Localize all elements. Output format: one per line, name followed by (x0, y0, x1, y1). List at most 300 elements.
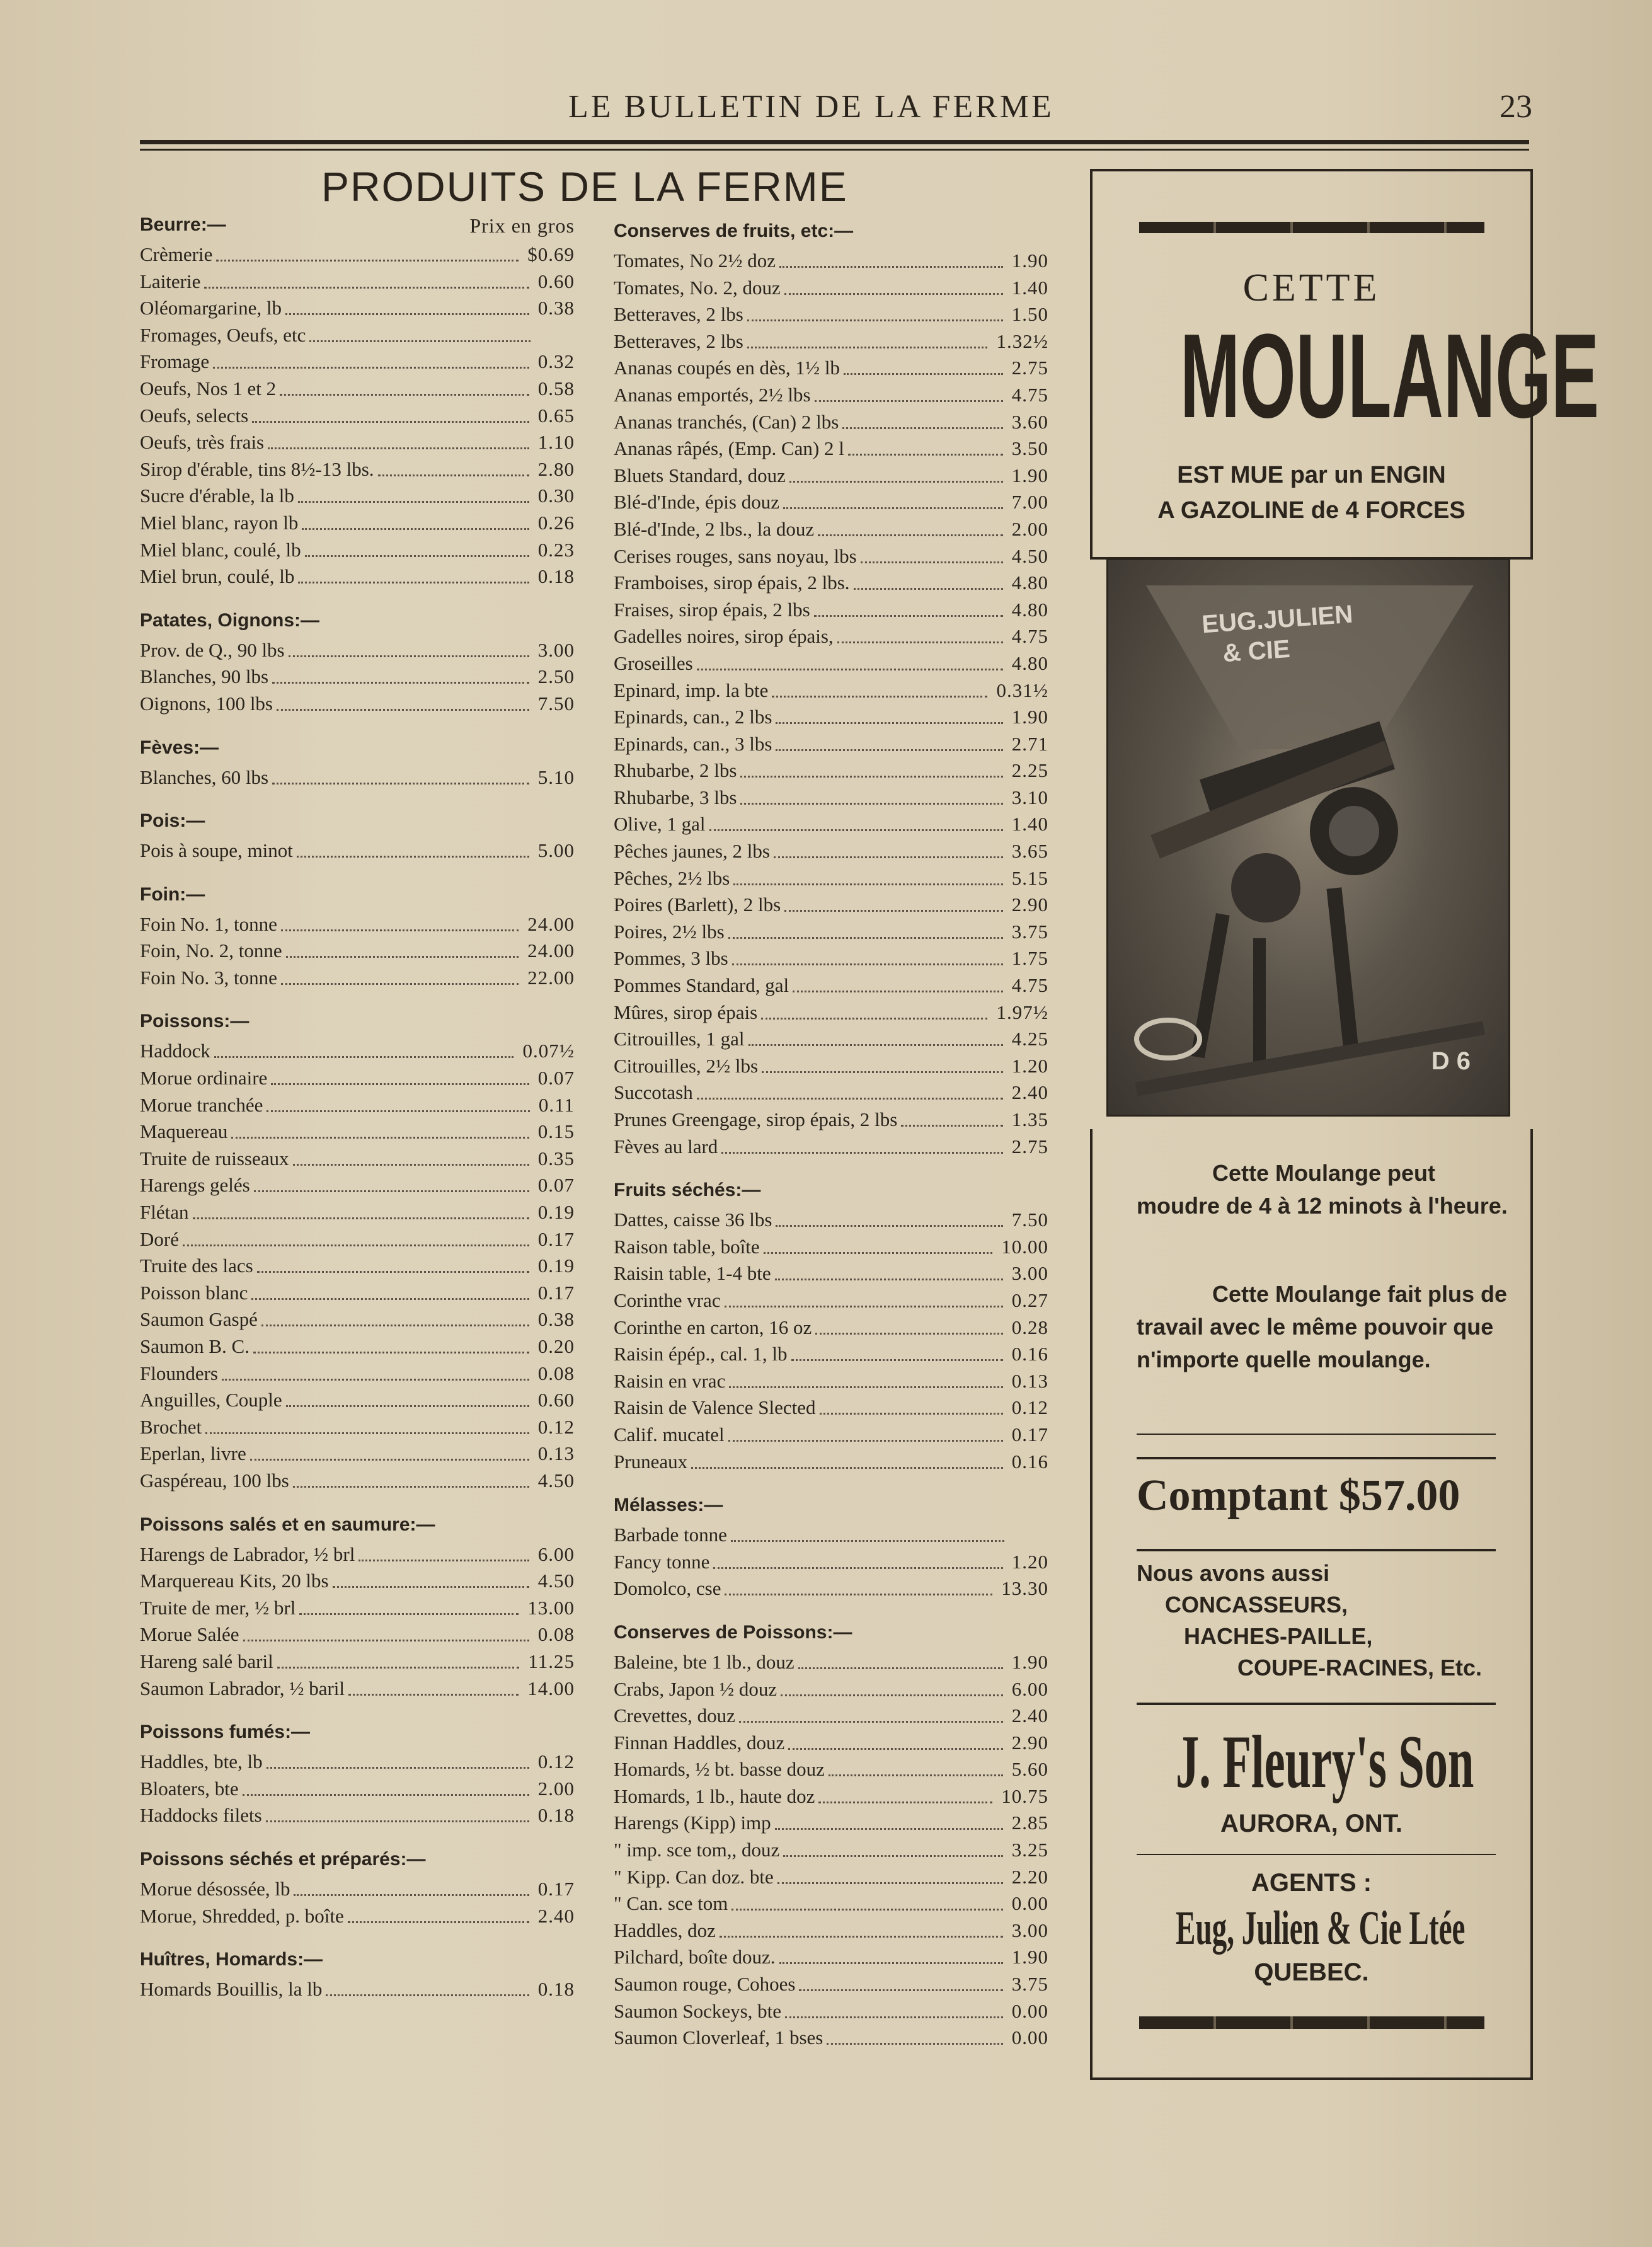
dot-leader (205, 1432, 529, 1434)
price-row (614, 1108, 1048, 1135)
ad-divider (1137, 1457, 1496, 1459)
dot-leader (268, 447, 529, 449)
price-row (140, 297, 575, 324)
dot-leader (784, 910, 1003, 912)
dot-leader (251, 1298, 529, 1300)
item-name: " Can. sce tom (614, 1892, 728, 1915)
dot-leader (280, 394, 529, 396)
item-price: 5.10 (537, 766, 575, 788)
item-price: 0.26 (537, 511, 575, 534)
item-price: 4.80 (1011, 572, 1048, 594)
dot-leader (691, 1467, 1003, 1469)
item-name: Rhubarbe, 2 lbs (614, 759, 737, 782)
item-name: Haddock (140, 1040, 210, 1062)
item-name: Homards Bouillis, la lb (140, 1978, 323, 2001)
price-row (614, 867, 1048, 894)
item-price: 0.17 (537, 1877, 575, 1900)
ad-paragraph-capacity: Cette Moulange peut moudre de 4 à 12 minots à l'heure. (1137, 1160, 1508, 1219)
item-price: 24.00 (527, 912, 575, 935)
price-row (140, 1120, 575, 1147)
item-price: 0.08 (537, 1362, 575, 1384)
price-row (140, 639, 575, 666)
item-price: 2.75 (1011, 357, 1048, 379)
item-name: Miel blanc, coulé, lb (140, 538, 301, 561)
price-row (614, 303, 1048, 330)
ad-other-products (1137, 1558, 1515, 1684)
dot-leader (791, 1359, 1003, 1361)
item-name: Poires (Barlett), 2 lbs (614, 894, 781, 916)
price-row (614, 1396, 1048, 1423)
dot-leader (785, 2016, 1003, 2018)
item-price: 1.35 (1011, 1108, 1048, 1130)
item-name: Pois à soupe, minot (140, 839, 293, 862)
dot-leader (299, 1613, 519, 1615)
dot-leader (359, 1560, 529, 1561)
item-price: 2.90 (1011, 894, 1048, 916)
price-row (614, 921, 1048, 948)
dot-leader (783, 1855, 1003, 1857)
item-price: 0.32 (537, 350, 575, 373)
price-row (614, 572, 1048, 599)
item-price: 5.60 (1011, 1758, 1048, 1781)
price-row (140, 377, 575, 405)
dot-leader (286, 956, 519, 958)
item-name: Oeufs, selects (140, 404, 249, 427)
price-row (614, 1551, 1048, 1578)
dot-leader (254, 1190, 529, 1192)
item-name: Domolco, cse (614, 1577, 721, 1600)
price-row (614, 813, 1048, 840)
item-price: 2.20 (1011, 1865, 1048, 1888)
item-name: Mûres, sirop épais (614, 1001, 758, 1023)
item-price: 3.00 (1011, 1919, 1048, 1941)
item-price: 2.50 (537, 665, 575, 688)
price-row (140, 539, 575, 566)
price-row (614, 357, 1048, 384)
price-row (140, 350, 575, 377)
item-price: 0.38 (537, 1308, 575, 1331)
dot-leader (733, 883, 1003, 885)
item-name: Hareng salé baril (140, 1650, 273, 1672)
item-name: Oeufs, très frais (140, 431, 265, 454)
item-name: Morue ordinaire (140, 1067, 268, 1089)
item-name: Oléomargarine, lb (140, 297, 282, 319)
dot-leader (378, 474, 529, 476)
dot-leader (783, 507, 1003, 509)
item-price: 4.75 (1011, 625, 1048, 648)
dot-leader (728, 937, 1003, 939)
item-price: 0.35 (537, 1147, 575, 1169)
dot-leader (333, 1586, 529, 1588)
dot-leader (729, 1386, 1003, 1388)
price-row (140, 967, 575, 994)
item-name: Blanches, 60 lbs (140, 766, 269, 788)
ad-moulange-heading: MOULANGE (1180, 309, 1599, 443)
dot-leader (829, 1774, 1003, 1776)
price-row (140, 940, 575, 967)
dot-leader (837, 641, 1003, 643)
item-price: 0.07 (537, 1067, 575, 1089)
ad-divider (1137, 1854, 1496, 1855)
item-price: 0.00 (1011, 2026, 1048, 2049)
dot-leader (788, 1748, 1003, 1750)
dot-leader (213, 367, 529, 369)
price-row (614, 1785, 1048, 1812)
dot-leader (305, 555, 529, 557)
item-price: 14.00 (527, 1677, 575, 1699)
item-price: 0.20 (537, 1335, 575, 1357)
price-row (614, 1055, 1048, 1082)
price-row (140, 458, 575, 485)
price-row (140, 766, 575, 793)
price-row (614, 733, 1048, 760)
price-row (140, 1228, 575, 1255)
ad-company-name: J. Fleury's Son (1176, 1720, 1474, 1803)
item-name: Rhubarbe, 3 lbs (614, 786, 737, 808)
item-price: 2.25 (1011, 759, 1048, 782)
item-price: 3.75 (1011, 1973, 1048, 1996)
category-heading (140, 1011, 575, 1033)
item-name: Raisin en vrac (614, 1369, 726, 1392)
moulange-photo (1106, 558, 1510, 1117)
item-price: 2.40 (1011, 1704, 1048, 1727)
item-name: Epinards, can., 3 lbs (614, 732, 772, 755)
item-name: Betteraves, 2 lbs (614, 330, 743, 352)
item-name: Anguilles, Couple (140, 1389, 282, 1411)
price-row (614, 894, 1048, 921)
ad-aussi-line-1: Nous avons aussi (1137, 1560, 1330, 1586)
category-heading (614, 1180, 1048, 1202)
item-price: 0.00 (1011, 1892, 1048, 1915)
dot-leader (799, 1989, 1003, 1991)
item-name: Betteraves, 2 lbs (614, 303, 743, 326)
item-price: 6.00 (537, 1543, 575, 1565)
price-row (614, 277, 1048, 304)
price-row (614, 1451, 1048, 1478)
price-row (140, 839, 575, 866)
dot-leader (793, 991, 1003, 992)
item-name: Epinard, imp. la bte (614, 679, 769, 701)
item-price: 0.16 (1011, 1450, 1048, 1473)
item-price: 2.40 (537, 1904, 575, 1927)
dot-leader (747, 347, 987, 348)
dot-leader (814, 615, 1003, 617)
item-name: Blé-d'Inde, épis douz (614, 491, 779, 514)
dot-leader (740, 803, 1003, 805)
ad-aussi-line-3: HACHES-PAILLE, (1184, 1623, 1373, 1649)
price-row (140, 1650, 575, 1677)
price-row (614, 2026, 1048, 2054)
price-row (140, 1389, 575, 1416)
item-name: Fromage (140, 350, 210, 373)
dot-leader (302, 528, 529, 530)
dot-leader (348, 1921, 529, 1923)
item-name: Fancy tonne (614, 1550, 710, 1573)
price-row (614, 1732, 1048, 1759)
item-price: 0.11 (538, 1093, 575, 1116)
dot-leader (204, 287, 529, 289)
price-row (140, 1570, 575, 1597)
item-name: Prov. de Q., 90 lbs (140, 638, 285, 661)
item-price: 3.00 (537, 638, 575, 661)
price-row (140, 512, 575, 539)
price-row (614, 706, 1048, 733)
price-row (614, 1946, 1048, 1973)
item-price: 0.18 (537, 1978, 575, 2001)
item-name: Sirop d'érable, tins 8½-13 lbs. (140, 457, 374, 480)
item-name: Pêches, 2½ lbs (614, 866, 730, 889)
item-name: Haddles, bte, lb (140, 1750, 263, 1773)
category-heading (140, 1721, 575, 1744)
item-price: 7.50 (1011, 1209, 1048, 1231)
ad-engine-line-2: A GAZOLINE de 4 FORCES (1157, 497, 1466, 524)
item-price: 0.07½ (522, 1040, 575, 1062)
category-label: Foin:— (140, 883, 205, 905)
price-row (614, 1524, 1048, 1551)
ad-cette: CETTE (1242, 267, 1380, 309)
price-row (140, 1442, 575, 1469)
dot-leader (713, 1567, 1003, 1569)
dot-leader (243, 1640, 529, 1641)
item-price: 4.80 (1011, 598, 1048, 621)
price-row (614, 491, 1048, 518)
item-name: Barbade tonne (614, 1524, 727, 1546)
item-price: 24.00 (527, 940, 575, 962)
item-price: 0.00 (1011, 1999, 1048, 2022)
item-name: Raison table, boîte (614, 1235, 760, 1258)
item-price: 1.40 (1011, 813, 1048, 836)
item-price: $0.69 (527, 243, 575, 265)
item-name: Framboises, sirop épais, 2 lbs. (614, 572, 850, 594)
price-row (140, 270, 575, 297)
item-name: Harengs gelés (140, 1174, 250, 1197)
item-price: 0.60 (537, 1389, 575, 1411)
dot-leader (818, 1802, 992, 1803)
price-row (140, 405, 575, 432)
item-name: Dattes, caisse 36 lbs (614, 1209, 772, 1231)
decorative-bar (1139, 2016, 1484, 2029)
price-row (140, 1623, 575, 1650)
item-price: 2.00 (537, 1777, 575, 1800)
price-row (614, 384, 1048, 411)
ad-aussi-line-2: CONCASSEURS, (1165, 1592, 1348, 1618)
category-label: Poissons:— (140, 1011, 250, 1032)
dot-leader (252, 421, 529, 423)
header-rule-thick (140, 140, 1529, 144)
dot-leader (297, 856, 529, 858)
item-name: Truite de mer, ½ brl (140, 1596, 296, 1619)
ad-divider (1137, 1434, 1496, 1435)
category-label: Fèves:— (140, 737, 219, 758)
category-label: Poissons séchés et préparés:— (140, 1848, 426, 1870)
price-row (614, 786, 1048, 813)
dot-leader (777, 1882, 1003, 1884)
price-row (140, 1597, 575, 1624)
item-name: Flétan (140, 1201, 189, 1224)
dot-leader (815, 400, 1003, 402)
price-column-left (140, 214, 575, 2005)
price-row (140, 1335, 575, 1362)
dot-leader (861, 561, 1003, 563)
item-name: Oignons, 100 lbs (140, 692, 273, 715)
price-row (140, 1878, 575, 1905)
item-price: 22.00 (527, 966, 575, 989)
dot-leader (272, 783, 529, 784)
item-name: Saumon rouge, Cohoes (614, 1973, 796, 1996)
price-row (614, 545, 1048, 572)
item-name: Gaspéreau, 100 lbs (140, 1469, 289, 1491)
item-price: 4.50 (537, 1469, 575, 1491)
item-name: Poisson blanc (140, 1281, 248, 1304)
item-price: 4.80 (1011, 652, 1048, 674)
item-name: Epinards, can., 2 lbs (614, 706, 772, 728)
item-name: Laiterie (140, 270, 201, 292)
price-row (140, 1469, 575, 1497)
item-name: Morue désossée, lb (140, 1877, 290, 1900)
item-price: 7.00 (1011, 491, 1048, 514)
dot-leader (820, 1413, 1003, 1415)
item-price: 3.75 (1011, 920, 1048, 943)
category-label: Poissons fumés:— (140, 1721, 311, 1743)
dot-leader (776, 722, 1003, 724)
item-price: 2.40 (1011, 1081, 1048, 1104)
price-row (614, 1678, 1048, 1705)
price-row (140, 243, 575, 270)
dot-leader (298, 501, 529, 503)
price-row (614, 464, 1048, 491)
item-name: Succotash (614, 1081, 693, 1104)
dot-leader (776, 749, 1003, 751)
dot-leader (326, 1994, 529, 1996)
price-row (140, 1778, 575, 1805)
item-price: 4.50 (537, 1570, 575, 1592)
dot-leader (848, 454, 1003, 456)
price-row (140, 1416, 575, 1443)
item-price: 4.50 (1011, 544, 1048, 567)
price-row (140, 431, 575, 458)
ad-divider (1137, 1549, 1496, 1551)
price-row (614, 1758, 1048, 1785)
price-row (614, 2000, 1048, 2027)
dot-leader (285, 313, 529, 315)
dot-leader (298, 582, 529, 583)
moulange-ad-header (1090, 169, 1599, 560)
dot-leader (761, 1018, 987, 1020)
price-row (614, 1343, 1048, 1370)
price-row (614, 1973, 1048, 2000)
item-price: 4.75 (1011, 383, 1048, 406)
item-price: 0.07 (537, 1174, 575, 1197)
item-price: 5.15 (1011, 866, 1048, 889)
item-price: 1.50 (1011, 303, 1048, 326)
price-row (140, 1067, 575, 1094)
item-name: Ananas emportés, 2½ lbs (614, 383, 811, 406)
price-column-middle (614, 221, 1048, 2054)
dot-leader (183, 1244, 529, 1246)
item-price: 1.20 (1011, 1550, 1048, 1573)
dot-leader (309, 340, 531, 342)
item-price: 3.00 (1011, 1262, 1048, 1285)
item-name: Truite de ruisseaux (140, 1147, 289, 1169)
item-name: Haddocks filets (140, 1804, 262, 1827)
category-label: Beurre:— (140, 214, 226, 235)
price-row (140, 1804, 575, 1831)
item-name: Corinthe en carton, 16 oz (614, 1316, 812, 1338)
price-row (614, 437, 1048, 464)
item-name: Saumon Gaspé (140, 1308, 258, 1331)
price-row (614, 759, 1048, 786)
ad-divider (1137, 1703, 1496, 1705)
dot-leader (257, 1271, 529, 1273)
item-price: 0.19 (537, 1201, 575, 1224)
price-row (614, 840, 1048, 867)
item-price: 13.00 (527, 1596, 575, 1619)
ad-price: Comptant $57.00 (1137, 1471, 1460, 1520)
item-price: 1.32½ (996, 330, 1048, 352)
item-name: Oeufs, Nos 1 et 2 (140, 377, 277, 399)
dot-leader (281, 983, 519, 985)
item-price: 11.25 (528, 1650, 575, 1672)
category-heading (140, 214, 575, 237)
item-price: 10.00 (1001, 1235, 1048, 1258)
dot-leader (250, 1459, 529, 1461)
item-price: 3.50 (1011, 437, 1048, 460)
price-row (614, 1262, 1048, 1289)
item-price: 0.17 (1011, 1423, 1048, 1445)
item-name: Flounders (140, 1362, 218, 1384)
item-name: Citrouilles, 2½ lbs (614, 1054, 759, 1077)
item-price: 1.40 (1011, 276, 1048, 299)
publication-title: LE BULLETIN DE LA FERME (568, 89, 1054, 125)
item-name: Baleine, bte 1 lb., douz (614, 1650, 794, 1673)
category-heading (614, 1495, 1048, 1517)
item-name: Fraises, sirop épais, 2 lbs (614, 598, 810, 621)
price-row (140, 1174, 575, 1201)
item-name: Bluets Standard, douz (614, 464, 786, 486)
item-name: Blanches, 90 lbs (140, 665, 269, 688)
item-name: Miel brun, coulé, lb (140, 565, 295, 588)
item-price: 2.71 (1011, 732, 1048, 755)
dot-leader (216, 260, 519, 261)
dot-leader (739, 1721, 1003, 1723)
item-price: 0.19 (537, 1255, 575, 1277)
ad-agent-city: QUEBEC. (1254, 1958, 1369, 1986)
item-price: 3.65 (1011, 840, 1048, 863)
item-price: 0.12 (537, 1415, 575, 1438)
item-price: 10.75 (1001, 1784, 1048, 1807)
category-label: Conserves de fruits, etc:— (614, 221, 854, 241)
price-row (614, 1289, 1048, 1316)
price-row (140, 324, 575, 351)
category-heading (140, 737, 575, 760)
dot-leader (779, 266, 1003, 268)
dot-leader (293, 1164, 529, 1166)
item-price: 1.10 (537, 431, 575, 454)
price-row (140, 1750, 575, 1778)
item-name: Foin, No. 2, tonne (140, 940, 282, 962)
dot-leader (731, 1540, 1004, 1542)
price-row (140, 1094, 575, 1121)
item-name: Pilchard, boîte douz. (614, 1946, 776, 1968)
category-heading (140, 810, 575, 833)
price-row (614, 1651, 1048, 1678)
dot-leader (289, 655, 529, 657)
item-name: Marquereau Kits, 20 lbs (140, 1570, 329, 1592)
item-name: Harengs (Kipp) imp (614, 1812, 771, 1834)
item-price: 3.60 (1011, 410, 1048, 433)
dot-leader (901, 1125, 1003, 1127)
item-name: Miel blanc, rayon lb (140, 511, 299, 534)
